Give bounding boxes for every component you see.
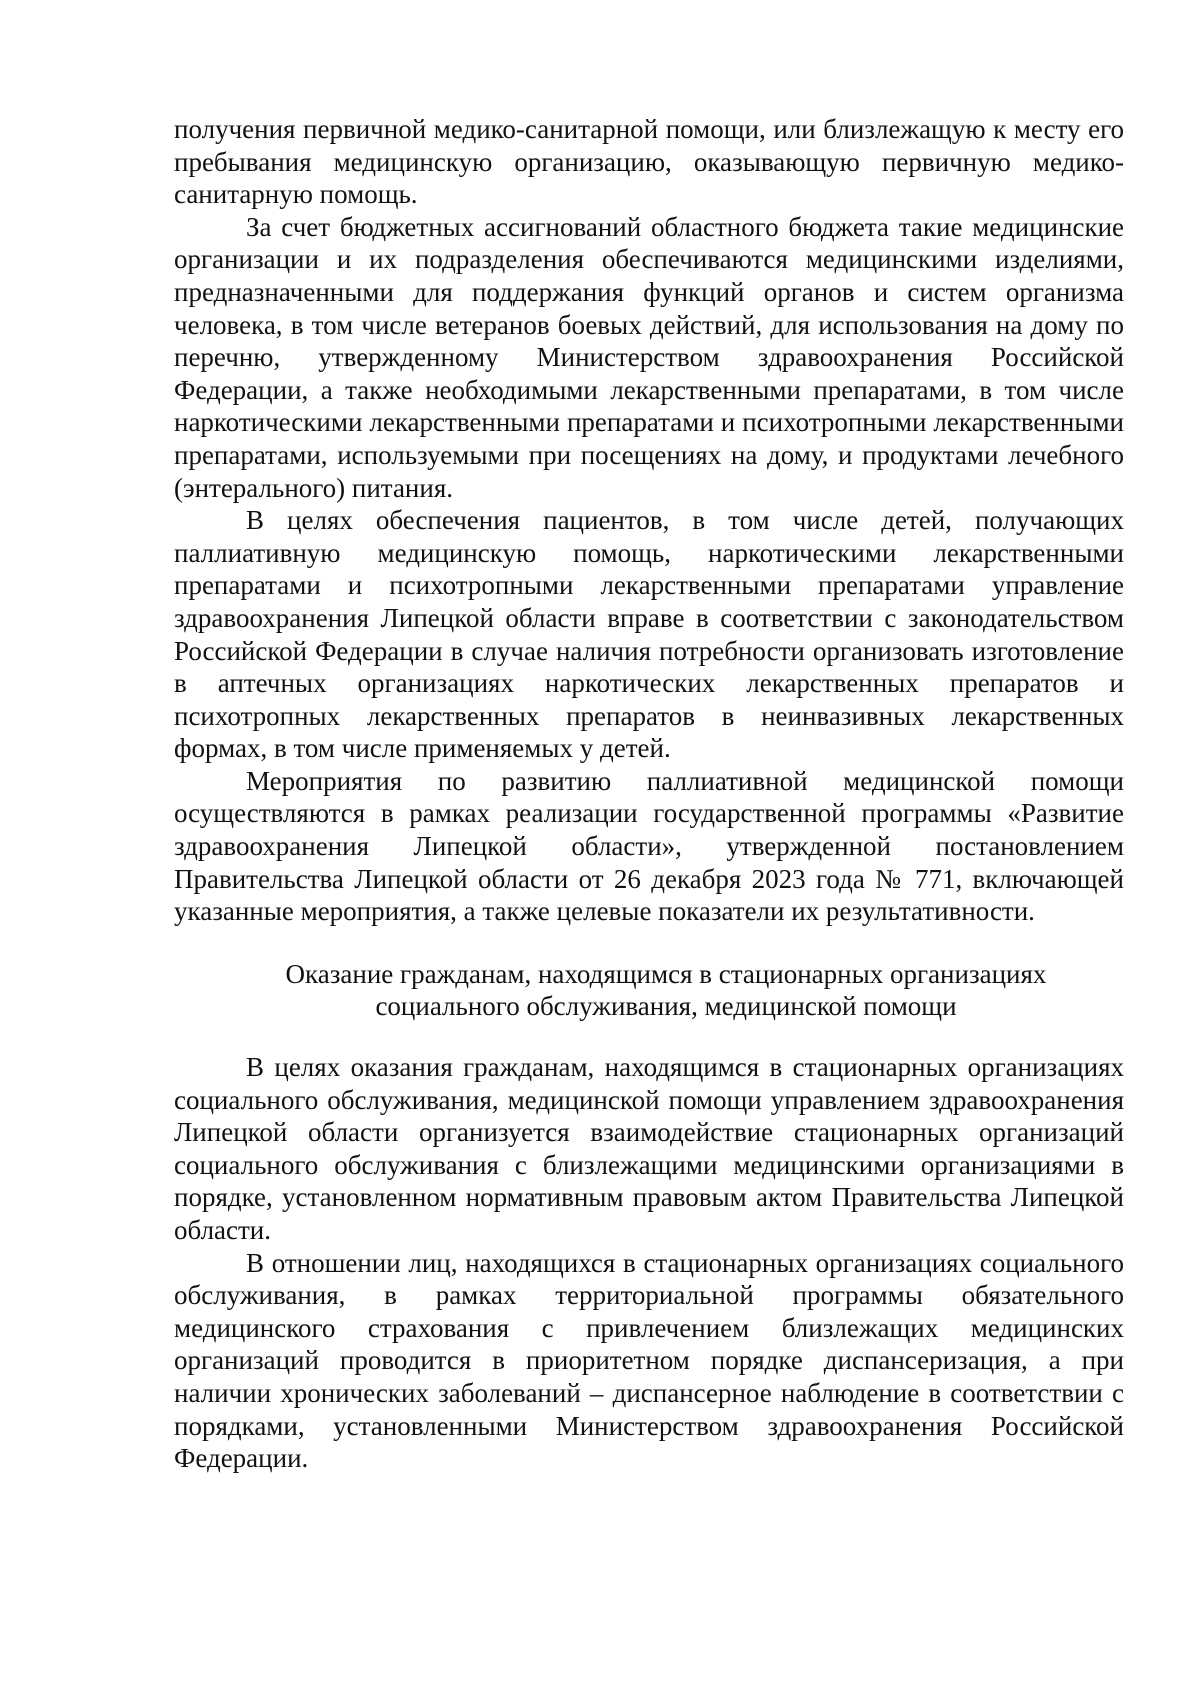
paragraph-palliative-program: Мероприятия по развитию паллиативной медицинской помощи осуществляются в рамках реализации государственной программы «Развитие здравоохранения Липецкой области», утвержденной постановлением Правительства Липецкой области от 26 декабря 2023 года № 771, включающей указанные мероприятия, а также целевые показатели их результативности. [174,765,1124,927]
section-heading [174,958,1124,1023]
paragraph-continuation: получения первичной медико-санитарной помощи, или близлежащую к месту его пребывания медицинскую организацию, оказывающую первичную медико-санитарную помощь. [174,114,1124,210]
paragraph-dispensary-observation: В отношении лиц, находящихся в стационарных организациях социального обслуживания, в рамках территориальной программы обязательного медицинского страхования с привлечением близлежащих медицинских организаций проводится в приоритетном порядке диспансеризация, а при наличии хронических заболеваний – диспансерное наблюдение в соответствии с порядками, установленными Министерством здравоохранения Российской Федерации. [174,1247,1124,1474]
paragraph-social-care-interaction: В целях оказания гражданам, находящимся в стационарных организациях социального обслуживания, медицинской помощи управлением здравоохранения Липецкой области организуется взаимодействие стационарных организаций социального обслуживания с близлежащими медицинскими организациями в порядке, установленном нормативным правовым актом Правительства Липецкой области. [174,1052,1124,1245]
paragraph-medical-supplies: За счет бюджетных ассигнований областного бюджета такие медицинские организации и их подразделения обеспечиваются медицинскими изделиями, предназначенными для поддержания функций органов и систем организма человека, в том числе ветеранов боевых действий, для использования на дому по перечню, утвержденному Министерством здравоохранения Российской Федерации, а также необходимыми лекарственными препаратами, в том числе наркотическими лекарственными препаратами и психотропными лекарственными препаратами, используемыми при посещениях на дому, и продуктами лечебного (энтерального) питания. [174,211,1124,503]
paragraph-narcotic-drugs: В целях обеспечения пациентов, в том числе детей, получающих паллиативную медицинскую помощь, наркотическими лекарственными препаратами и психотропными лекарственными препаратами управление здравоохранения Липецкой области вправе в соответствии с законодательством Российской Федерации в случае наличия потребности организовать изготовление в аптечных организациях наркотических лекарственных препаратов и психотропных лекарственных препаратов в неинвазивных лекарственных формах, в том числе применяемых у детей. [174,505,1124,764]
section-heading-line-1: Оказание гражданам, находящимся в стационарных организациях [285,958,1047,989]
document-page [174,113,1124,1475]
section-heading-line-2: социального обслуживания, медицинской помощи [375,991,957,1022]
